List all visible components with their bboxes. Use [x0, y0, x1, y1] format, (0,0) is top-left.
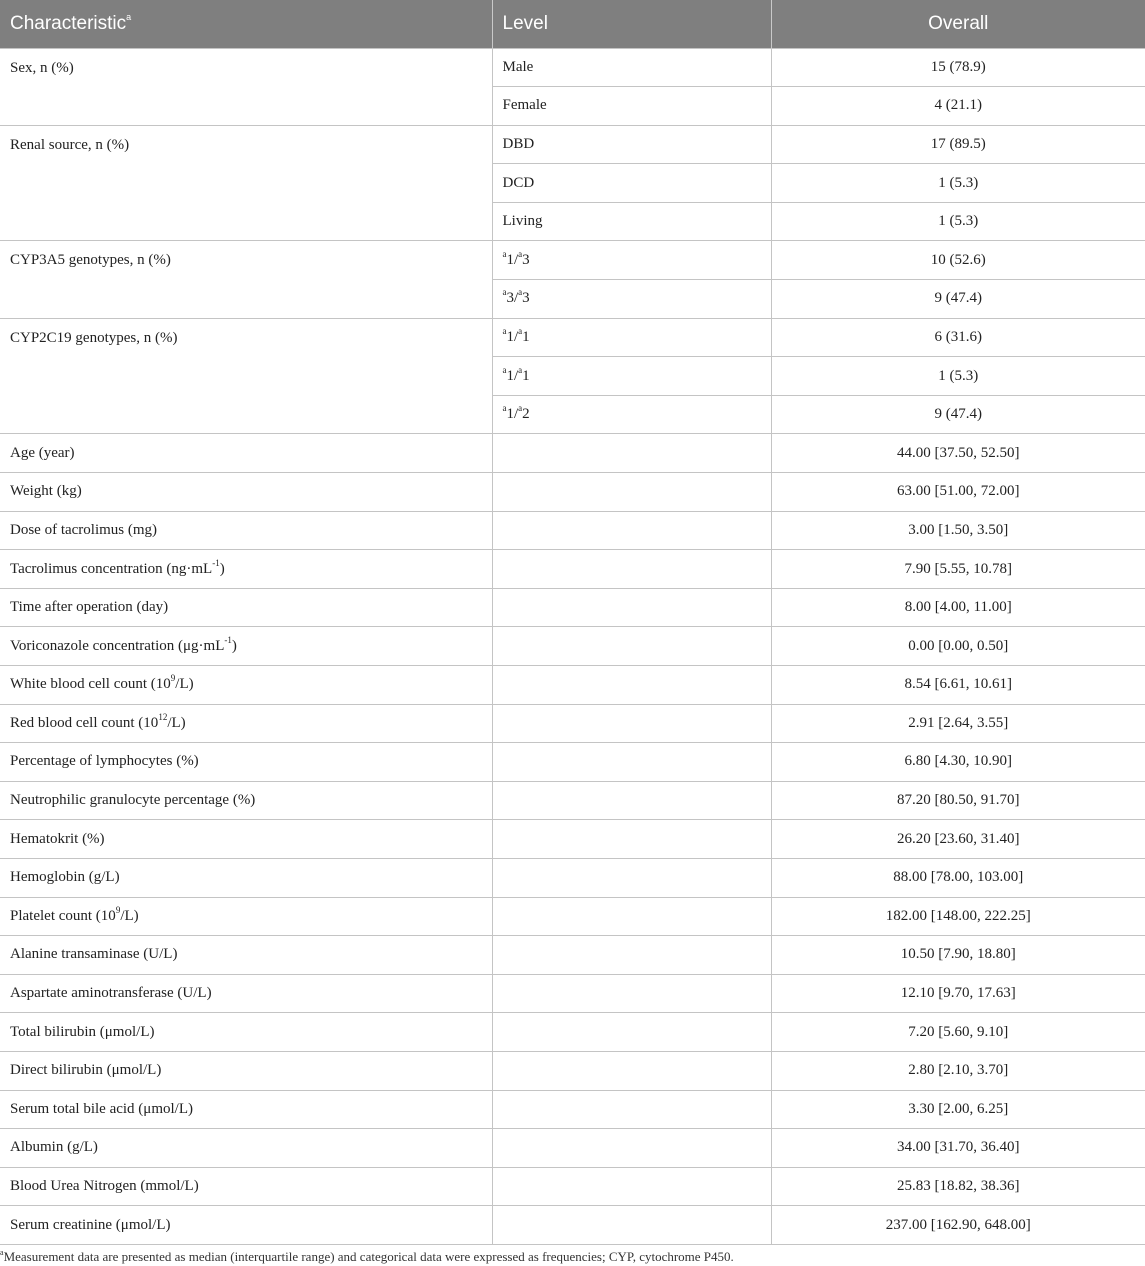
overall-cell: 2.91 [2.64, 3.55]: [771, 704, 1145, 743]
table-row: [0, 858, 1145, 897]
overall-cell: 10 (52.6): [771, 241, 1145, 280]
overall-cell: 1 (5.3): [771, 164, 1145, 203]
level-cell: Living: [492, 202, 771, 241]
row-label-lymphocytes: Percentage of lymphocytes (%): [0, 743, 492, 782]
level-cell: Female: [492, 87, 771, 126]
row-label-hemoglobin: Hemoglobin (g/L): [0, 858, 492, 897]
overall-cell: 15 (78.9): [771, 48, 1145, 87]
row-label-cyp2c19: CYP2C19 genotypes, n (%): [0, 318, 492, 434]
level-cell: [492, 1167, 771, 1206]
row-label-hematokrit: Hematokrit (%): [0, 820, 492, 859]
row-label-renal-source: Renal source, n (%): [0, 125, 492, 241]
footnote-text: Measurement data are presented as median (interquartile range) and categorical data were expressed as frequencies; CYP, cytochrome P450.: [3, 1249, 734, 1264]
table-row: [0, 1051, 1145, 1090]
overall-cell: 1 (5.3): [771, 202, 1145, 241]
row-label-ast: Aspartate aminotransferase (U/L): [0, 974, 492, 1013]
table-row: [0, 48, 1145, 87]
header-characteristic: Characteristic$^a$: [0, 0, 492, 48]
row-label-bun: Blood Urea Nitrogen (mmol/L): [0, 1167, 492, 1206]
overall-cell: 44.00 [37.50, 52.50]: [771, 434, 1145, 473]
overall-cell: 3.00 [1.50, 3.50]: [771, 511, 1145, 550]
table-row: [0, 627, 1145, 666]
row-label-total-bilirubin: Total bilirubin (μmol/L): [0, 1013, 492, 1052]
level-cell: [492, 1051, 771, 1090]
overall-cell: 7.90 [5.55, 10.78]: [771, 550, 1145, 589]
table-row: [0, 241, 1145, 280]
row-label-weight: Weight (kg): [0, 473, 492, 512]
row-label-age: Age (year): [0, 434, 492, 473]
row-label-creatinine: Serum creatinine (μmol/L): [0, 1206, 492, 1245]
overall-cell: 4 (21.1): [771, 87, 1145, 126]
overall-cell: 182.00 [148.00, 222.25]: [771, 897, 1145, 936]
level-cell: [492, 858, 771, 897]
level-cell: [492, 1013, 771, 1052]
table-row: [0, 666, 1145, 705]
overall-cell: 25.83 [18.82, 38.36]: [771, 1167, 1145, 1206]
overall-cell: 2.80 [2.10, 3.70]: [771, 1051, 1145, 1090]
overall-cell: 8.54 [6.61, 10.61]: [771, 666, 1145, 705]
table-row: [0, 318, 1145, 357]
overall-cell: 9 (47.4): [771, 280, 1145, 319]
level-cell: [492, 820, 771, 859]
row-label-bile-acid: Serum total bile acid (μmol/L): [0, 1090, 492, 1129]
table-row: [0, 1090, 1145, 1129]
overall-cell: 237.00 [162.90, 648.00]: [771, 1206, 1145, 1245]
row-label-wbc: White blood cell count $(10^9/L)$: [0, 666, 492, 705]
level-cell: [492, 550, 771, 589]
table-row: [0, 820, 1145, 859]
level-cell: DCD: [492, 164, 771, 203]
table-row: [0, 743, 1145, 782]
level-cell: $^a$1/$^a$3: [492, 241, 771, 280]
row-label-time-after-operation: Time after operation (day): [0, 588, 492, 627]
level-cell: Male: [492, 48, 771, 87]
footnote-sup: a: [0, 1247, 4, 1257]
row-label-neutrophil: Neutrophilic granulocyte percentage (%): [0, 781, 492, 820]
overall-cell: 3.30 [2.00, 6.25]: [771, 1090, 1145, 1129]
row-label-platelet: Platelet count $(10^9/L)$: [0, 897, 492, 936]
table-row: [0, 434, 1145, 473]
table-row: [0, 473, 1145, 512]
overall-cell: 12.10 [9.70, 17.63]: [771, 974, 1145, 1013]
overall-cell: 63.00 [51.00, 72.00]: [771, 473, 1145, 512]
level-cell: [492, 897, 771, 936]
table-row: [0, 897, 1145, 936]
overall-cell: 0.00 [0.00, 0.50]: [771, 627, 1145, 666]
table-row: [0, 704, 1145, 743]
row-label-direct-bilirubin: Direct bilirubin (μmol/L): [0, 1051, 492, 1090]
row-label-alt: Alanine transaminase (U/L): [0, 936, 492, 975]
table-footnote: [0, 1249, 734, 1265]
overall-cell: 17 (89.5): [771, 125, 1145, 164]
table-row: [0, 1167, 1145, 1206]
row-label-sex: Sex, n (%): [0, 48, 492, 125]
overall-cell: 9 (47.4): [771, 395, 1145, 434]
overall-cell: 1 (5.3): [771, 357, 1145, 396]
level-cell: $^a$1/$^a$2: [492, 395, 771, 434]
level-cell: [492, 1206, 771, 1245]
header-row: [0, 0, 1145, 48]
level-cell: [492, 704, 771, 743]
level-cell: $^a$1/$^a$1: [492, 318, 771, 357]
header-level: Level: [492, 0, 771, 48]
level-cell: [492, 1090, 771, 1129]
level-cell: $^a$3/$^a$3: [492, 280, 771, 319]
row-label-rbc: Red blood cell count $(10^{12}/L)$: [0, 704, 492, 743]
table-row: [0, 781, 1145, 820]
level-cell: [492, 473, 771, 512]
level-cell: [492, 781, 771, 820]
table-row: [0, 588, 1145, 627]
table-row: [0, 936, 1145, 975]
table-row: [0, 1013, 1145, 1052]
level-cell: [492, 434, 771, 473]
table-row: [0, 1129, 1145, 1168]
overall-cell: 6 (31.6): [771, 318, 1145, 357]
level-cell: $^a$1/$^a$1: [492, 357, 771, 396]
overall-cell: 6.80 [4.30, 10.90]: [771, 743, 1145, 782]
level-cell: DBD: [492, 125, 771, 164]
level-cell: [492, 511, 771, 550]
table-row: [0, 125, 1145, 164]
row-label-voriconazole-concentration: Voriconazole concentration $(\mu g\cdot mL^{-1})$: [0, 627, 492, 666]
level-cell: [492, 666, 771, 705]
header-overall: Overall: [771, 0, 1145, 48]
table-row: [0, 511, 1145, 550]
level-cell: [492, 588, 771, 627]
overall-cell: 87.20 [80.50, 91.70]: [771, 781, 1145, 820]
row-label-albumin: Albumin (g/L): [0, 1129, 492, 1168]
row-label-tacrolimus-concentration: Tacrolimus concentration $(ng\cdot mL^{-1})$: [0, 550, 492, 589]
level-cell: [492, 627, 771, 666]
overall-cell: 34.00 [31.70, 36.40]: [771, 1129, 1145, 1168]
level-cell: [492, 936, 771, 975]
table-row: [0, 1206, 1145, 1245]
table-row: [0, 974, 1145, 1013]
level-cell: [492, 1129, 771, 1168]
row-label-dose: Dose of tacrolimus (mg): [0, 511, 492, 550]
row-label-cyp3a5: CYP3A5 genotypes, n (%): [0, 241, 492, 318]
overall-cell: 8.00 [4.00, 11.00]: [771, 588, 1145, 627]
overall-cell: 88.00 [78.00, 103.00]: [771, 858, 1145, 897]
overall-cell: 7.20 [5.60, 9.10]: [771, 1013, 1145, 1052]
overall-cell: 26.20 [23.60, 31.40]: [771, 820, 1145, 859]
header-characteristic-sup: a: [126, 12, 132, 23]
overall-cell: 10.50 [7.90, 18.80]: [771, 936, 1145, 975]
level-cell: [492, 974, 771, 1013]
table-row: [0, 550, 1145, 589]
level-cell: [492, 743, 771, 782]
